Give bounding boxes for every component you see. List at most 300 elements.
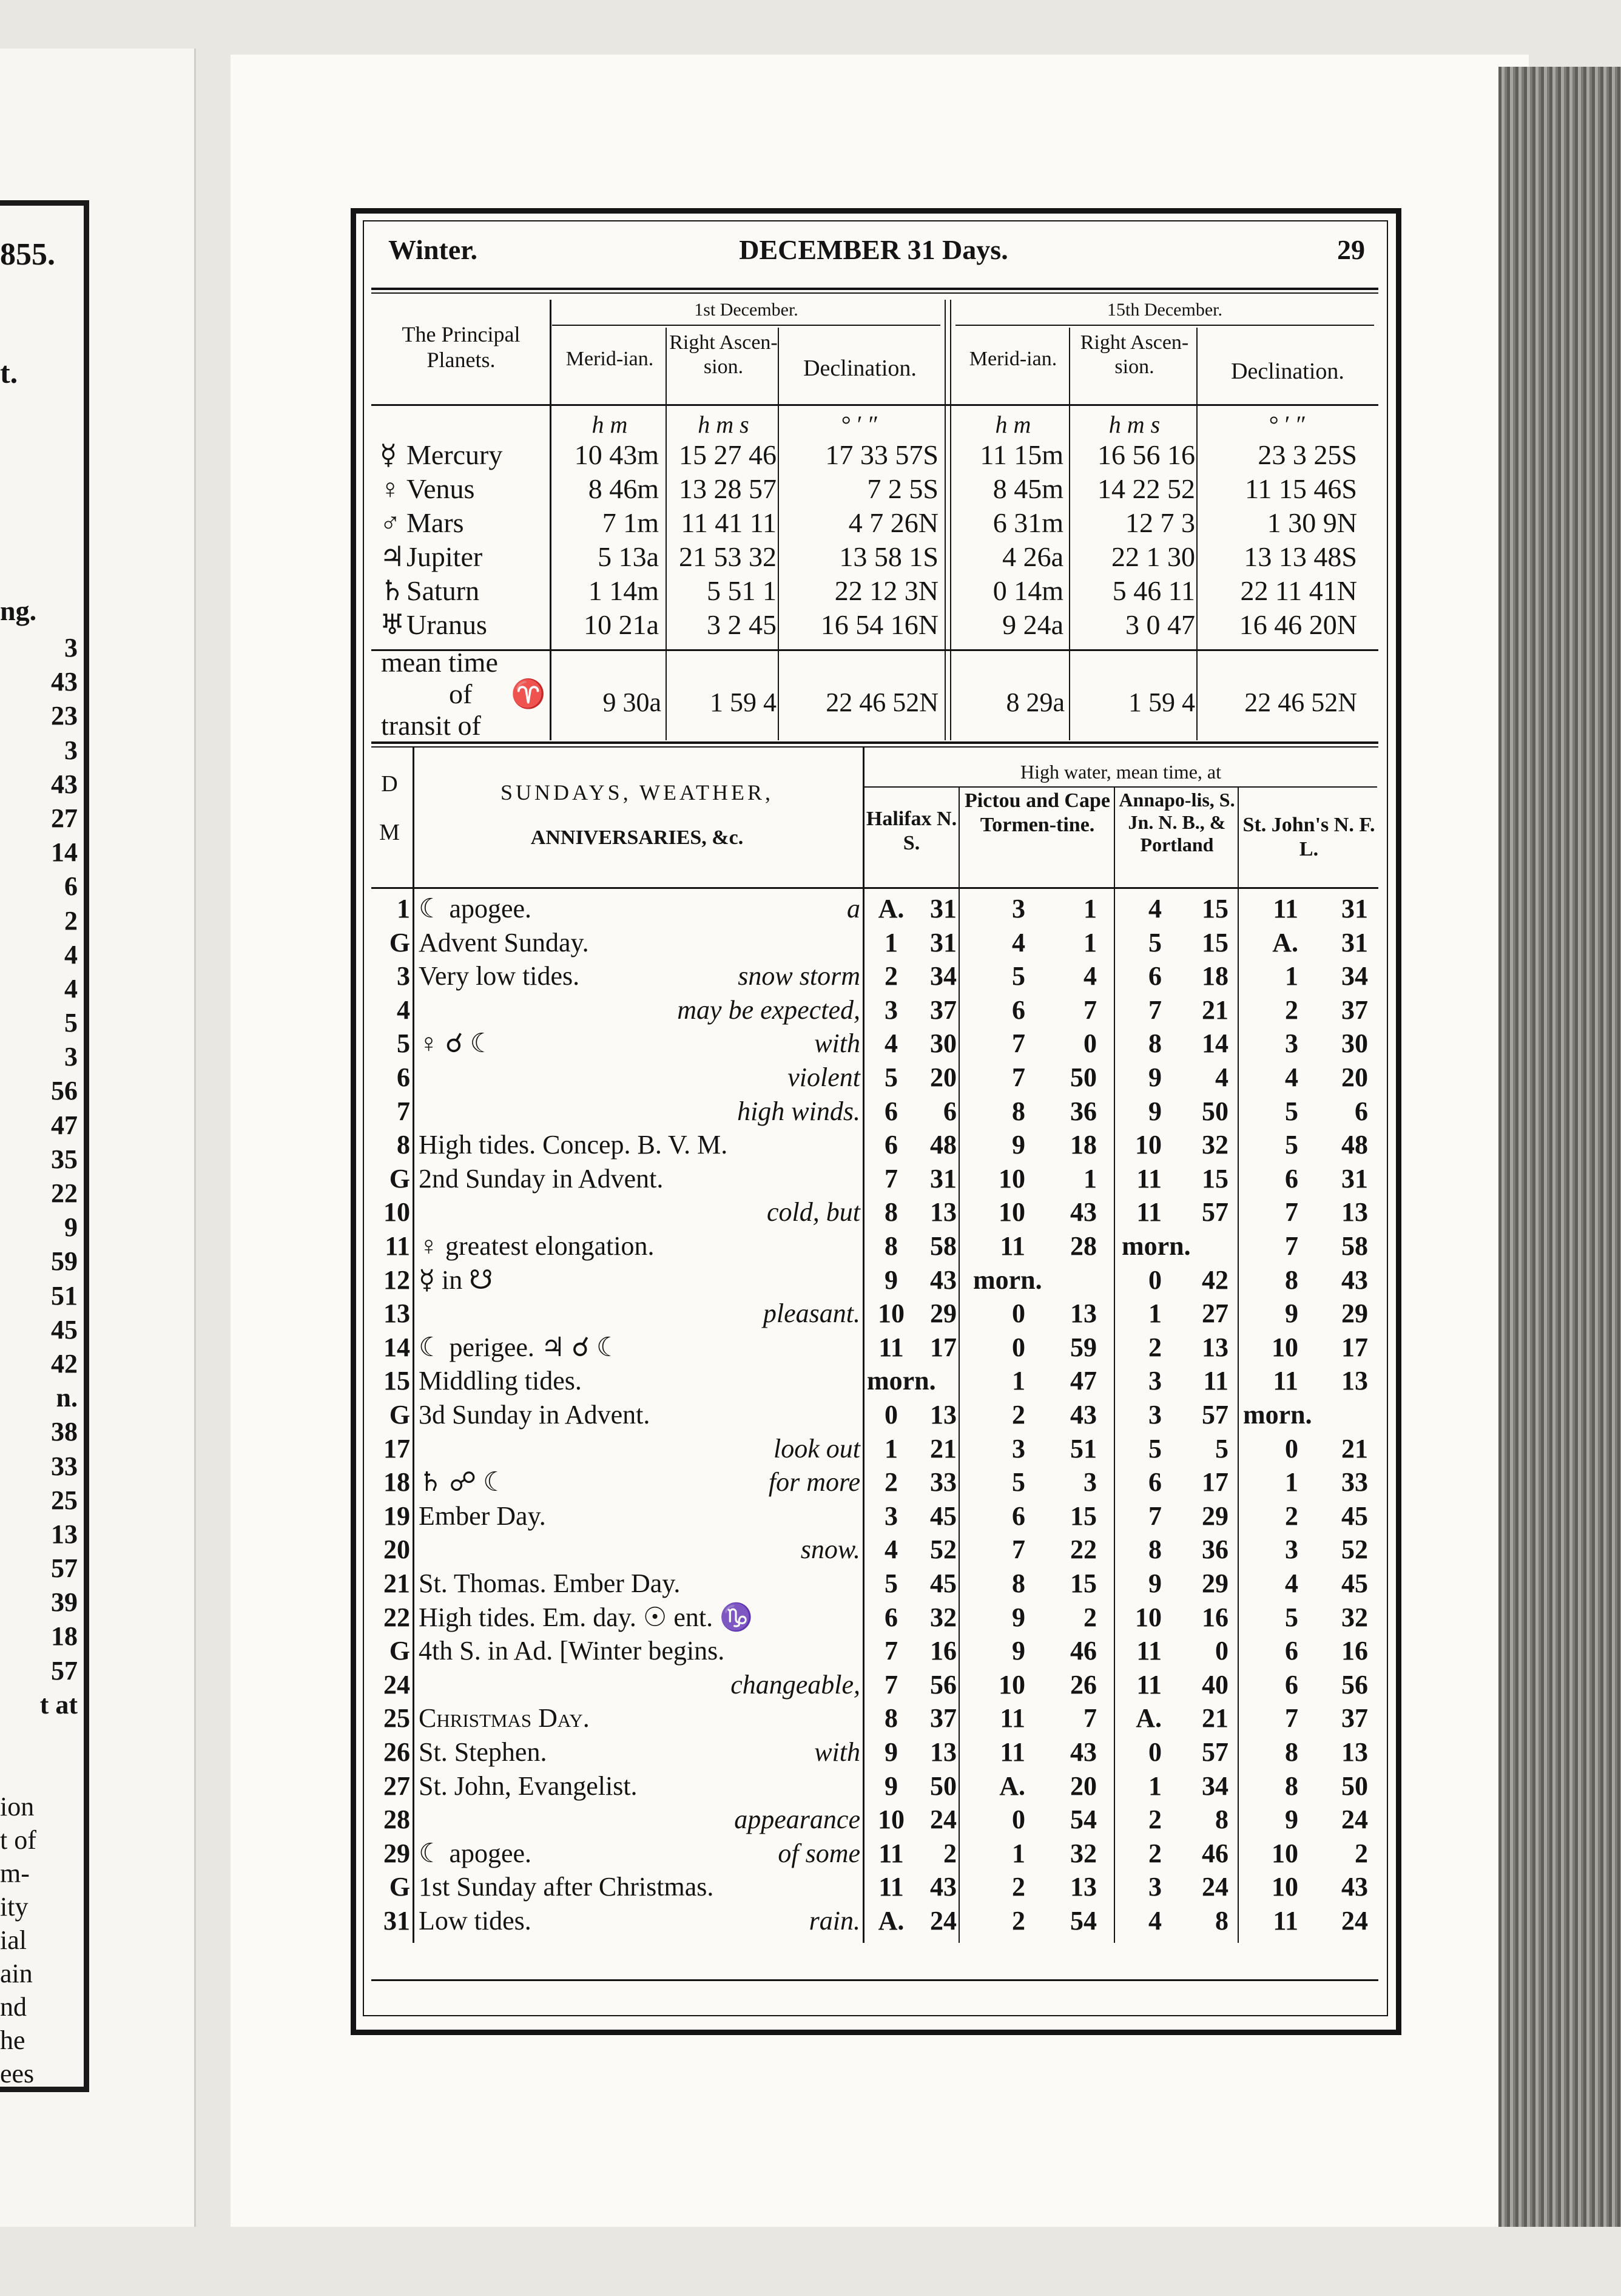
day-of-month: 1 — [397, 894, 410, 923]
left-page-value: 3 — [64, 1042, 78, 1072]
high-water-time: 3 — [1285, 1535, 1298, 1565]
high-water-time: 18 — [1070, 1130, 1097, 1160]
high-water-time: 1 — [885, 1433, 898, 1464]
high-water-time: 13 — [1341, 1366, 1368, 1396]
high-water-time: 5 — [885, 1062, 898, 1092]
high-water-time: 2 — [885, 1467, 898, 1497]
high-water-time: 30 — [930, 1028, 957, 1059]
declination-1: 22 12 3N — [834, 575, 939, 606]
high-water-time: 18 — [1202, 961, 1228, 991]
high-water-time: 8 — [1148, 1535, 1162, 1565]
units-hm-1: h m — [591, 411, 628, 438]
day-row — [371, 959, 1378, 993]
right-ascension-1: 3 2 45 — [707, 609, 777, 640]
high-water-time: 4 — [885, 1028, 898, 1059]
declination-2: 11 15 46S — [1245, 473, 1357, 504]
right-ascension-1: 21 53 32 — [679, 541, 777, 572]
place-st-johns: St. John's N. F. L. — [1242, 814, 1375, 860]
high-water-time: 2 — [1285, 994, 1298, 1025]
day-of-month: 5 — [397, 1028, 410, 1059]
right-ascension-1: 15 27 46 — [679, 439, 777, 470]
day-event: St. John, Evangelist. — [419, 1771, 638, 1801]
high-water-time: 10 — [999, 1163, 1025, 1194]
high-water-time: 17 — [1202, 1467, 1228, 1497]
high-water-time: 0 — [1285, 1433, 1298, 1464]
high-water-time: 0 — [1148, 1737, 1162, 1767]
period-1st-december: 1st December. — [694, 300, 798, 320]
high-water-time: 11 — [878, 1838, 904, 1868]
high-water-time: 10 — [878, 1298, 905, 1329]
day-of-month: 8 — [397, 1130, 410, 1160]
high-water-time: 6 — [1012, 994, 1025, 1025]
high-water-time: 57 — [1202, 1737, 1228, 1767]
high-water-time: 11 — [1273, 1366, 1298, 1396]
planet-name: Mars — [406, 507, 464, 538]
day-event: ☾ perigee. ♃ ☌ ☾ — [419, 1332, 621, 1362]
high-water-time: 43 — [1070, 1197, 1097, 1227]
high-water-time: 10 — [1272, 1872, 1298, 1902]
high-water-time: 17 — [930, 1332, 957, 1362]
right-ascension-2: 3 0 47 — [1125, 609, 1195, 640]
declination-2: 13 13 48S — [1244, 541, 1357, 572]
high-water-time: 5 — [1148, 1433, 1162, 1464]
high-water-time: 8 — [1215, 1805, 1228, 1835]
high-water-time: 5 — [1012, 961, 1025, 991]
high-water-time: 32 — [1341, 1602, 1368, 1632]
right-ascension-2: 14 22 52 — [1097, 473, 1195, 504]
high-water-time: 1 — [1083, 894, 1097, 923]
high-water-time: 7 — [885, 1163, 898, 1194]
high-water-time: 48 — [930, 1130, 957, 1160]
day-event: Middling tides. — [419, 1366, 582, 1396]
day-event: ☾ apogee. — [419, 1838, 532, 1868]
high-water-time: 13 — [930, 1737, 957, 1767]
weather-note: a — [847, 894, 860, 923]
high-water-time: 11 — [1136, 1636, 1162, 1666]
high-water-time: 20 — [1070, 1771, 1097, 1801]
high-water-time: 11 — [1136, 1163, 1162, 1194]
day-row — [371, 1331, 1378, 1365]
high-water-time: 7 — [1148, 994, 1162, 1025]
high-water-time: 34 — [1202, 1771, 1228, 1801]
day-event: Advent Sunday. — [419, 927, 589, 957]
day-row — [371, 1837, 1378, 1871]
left-page-column-head: ng. — [0, 595, 37, 626]
high-water-time: 29 — [930, 1298, 957, 1329]
high-water-time: 45 — [1341, 1568, 1368, 1598]
left-page-value: 59 — [51, 1246, 78, 1277]
weather-note: of some — [778, 1838, 860, 1868]
high-water-time: 0 — [885, 1400, 898, 1430]
high-water-time: 9 — [1285, 1298, 1298, 1329]
high-water-time: 13 — [1070, 1872, 1097, 1902]
high-water-time: 11 — [878, 1872, 904, 1902]
high-water-time: 15 — [1070, 1568, 1097, 1598]
day-event: 2nd Sunday in Advent. — [419, 1163, 664, 1194]
high-water-time: 43 — [1070, 1400, 1097, 1430]
right-ascension-2: 12 7 3 — [1125, 507, 1195, 538]
high-water-time: 21 — [1341, 1433, 1368, 1464]
high-water-time: 11 — [1136, 1669, 1162, 1700]
left-page-value: 56 — [51, 1076, 78, 1106]
units-deg-2: ° ′ ″ — [1269, 411, 1307, 438]
high-water-time: 14 — [1202, 1028, 1228, 1059]
high-water-time: 2 — [1355, 1838, 1368, 1868]
high-water-time: 3 — [1012, 1433, 1025, 1464]
weather-note: look out — [773, 1433, 860, 1464]
high-water-time: 32 — [930, 1602, 957, 1632]
day-event: 1st Sunday after Christmas. — [419, 1872, 714, 1902]
planet-symbol-icon: ♃ — [380, 541, 405, 572]
high-water-time: 0 — [1012, 1805, 1025, 1835]
high-water-time: 3 — [1148, 1366, 1162, 1396]
planet-name: Mercury — [406, 439, 503, 470]
planet-symbol-icon: ♅ — [380, 609, 405, 640]
mean-dec-2: 22 46 52N — [1244, 687, 1357, 717]
high-water-time: 5 — [1285, 1096, 1298, 1126]
high-water-time: 15 — [1070, 1501, 1097, 1531]
high-water-time: 3 — [1285, 1028, 1298, 1059]
high-water-time: 10 — [1272, 1838, 1298, 1868]
high-water-time: 26 — [1070, 1669, 1097, 1700]
high-water-time: 7 — [1148, 1501, 1162, 1531]
right-ascension-1: 5 51 1 — [707, 575, 777, 606]
high-water-time: 50 — [930, 1771, 957, 1801]
high-water-time: 9 — [885, 1771, 898, 1801]
high-water-time: 9 — [1285, 1805, 1298, 1835]
left-page-fragment: he — [0, 2025, 25, 2055]
day-event: ♀ greatest elongation. — [419, 1231, 655, 1261]
day-event: 3d Sunday in Advent. — [419, 1400, 650, 1430]
high-water-time: 31 — [930, 894, 957, 923]
high-water-time: 11 — [1000, 1737, 1025, 1767]
weather-note: rain. — [809, 1906, 860, 1936]
left-facing-page — [0, 49, 196, 2227]
high-water-time: 2 — [1012, 1400, 1025, 1430]
left-page-value: 9 — [64, 1212, 78, 1243]
high-water-time: 8 — [1285, 1264, 1298, 1295]
day-of-month: 12 — [383, 1264, 410, 1295]
day-event: 4th S. in Ad. [Winter begins. — [419, 1636, 725, 1666]
high-water-time: 51 — [1070, 1433, 1097, 1464]
high-water-time: 6 — [1148, 961, 1162, 991]
weather-note: cold, but — [767, 1197, 860, 1227]
high-water-head: High water, mean time, at — [1020, 761, 1222, 783]
day-event: ♄ ☍ ☾ — [419, 1467, 507, 1497]
meridian-2: 6 31m — [992, 507, 1063, 538]
weather-note: snow storm — [738, 961, 860, 991]
high-water-time: 37 — [1341, 994, 1368, 1025]
left-page-text-fragments — [0, 1790, 78, 2090]
left-page-value: 4 — [64, 939, 78, 970]
day-row — [371, 892, 1378, 926]
high-water-time: 3 — [885, 1501, 898, 1531]
high-water-time: 34 — [1341, 961, 1368, 991]
high-water-time: 57 — [1202, 1197, 1228, 1227]
high-water-time: 0 — [1148, 1264, 1162, 1295]
high-water-time: 7 — [1083, 1703, 1097, 1734]
sub-declination-2: Declination. — [1231, 359, 1344, 384]
left-page-value: 51 — [51, 1280, 78, 1311]
high-water-time: A. — [1136, 1703, 1162, 1734]
meridian-1: 10 43m — [574, 439, 659, 470]
high-water-time: 2 — [1083, 1602, 1097, 1632]
day-event: ☾ apogee. — [419, 894, 532, 923]
high-water-time: 1 — [885, 927, 898, 957]
sub-right-ascension-1: Right Ascen-sion. — [669, 331, 778, 378]
day-row — [371, 1263, 1378, 1297]
high-water-time: 43 — [1341, 1264, 1368, 1295]
high-water-time: 8 — [1285, 1737, 1298, 1767]
planet-row — [371, 540, 1378, 574]
high-water-time: 0 — [1215, 1636, 1228, 1666]
high-water-time: 6 — [1355, 1096, 1368, 1126]
planet-name: Saturn — [406, 575, 480, 606]
planet-row — [371, 608, 1378, 642]
sub-meridian-1: Merid-ian. — [565, 348, 654, 370]
high-water-time: 4 — [1148, 894, 1162, 923]
high-water-time: 5 — [1012, 1467, 1025, 1497]
weather-note: changeable, — [730, 1669, 860, 1700]
day-row — [371, 1465, 1378, 1499]
high-water-time: 11 — [1000, 1231, 1025, 1261]
high-water-time: 7 — [885, 1669, 898, 1700]
day-of-month: 21 — [383, 1568, 410, 1598]
units-deg-1: ° ′ ″ — [841, 411, 879, 438]
high-water-time: 20 — [1341, 1062, 1368, 1092]
mean-ra-1: 1 59 4 — [710, 687, 777, 717]
weather-column-head-2: ANNIVERSARIES, &c. — [530, 826, 744, 849]
left-page-value: 22 — [51, 1178, 78, 1208]
day-of-month: 29 — [383, 1838, 410, 1868]
mean-line1: mean time — [381, 647, 498, 678]
left-page-value: 42 — [51, 1348, 78, 1379]
high-water-time: 13 — [1341, 1197, 1368, 1227]
day-of-month: 14 — [383, 1332, 410, 1362]
high-water-time: 10 — [999, 1197, 1025, 1227]
dm-m-label: M — [379, 820, 400, 845]
left-page-value: 3 — [64, 735, 78, 765]
high-water-time: 9 — [1148, 1096, 1162, 1126]
high-water-time: 8 — [1012, 1096, 1025, 1126]
high-water-time: 13 — [930, 1197, 957, 1227]
high-water-time: 28 — [1070, 1231, 1097, 1261]
high-water-time: morn. — [867, 1366, 936, 1396]
high-water-time: 29 — [1341, 1298, 1368, 1329]
declination-2: 1 30 9N — [1267, 507, 1357, 538]
high-water-time: 5 — [1285, 1130, 1298, 1160]
day-row — [371, 1870, 1378, 1904]
high-water-time: 5 — [1215, 1433, 1228, 1464]
left-page-value: n. — [56, 1383, 78, 1413]
high-water-time: 4 — [1215, 1062, 1228, 1092]
day-of-month: 11 — [385, 1231, 410, 1261]
day-event: Low tides. — [419, 1906, 531, 1936]
high-water-time: 7 — [1285, 1231, 1298, 1261]
high-water-time: 7 — [1285, 1703, 1298, 1734]
planet-row — [371, 574, 1378, 608]
high-water-time: 4 — [1285, 1568, 1298, 1598]
mean-line2: of — [449, 678, 473, 709]
high-water-time: 8 — [885, 1197, 898, 1227]
day-event: St. Stephen. — [419, 1737, 547, 1767]
meridian-2: 9 24a — [1002, 609, 1063, 640]
meridian-2: 11 15m — [980, 439, 1063, 470]
units-hms-2: h m s — [1108, 411, 1161, 438]
high-water-time: morn. — [1122, 1231, 1191, 1261]
high-water-time: 15 — [1202, 1163, 1228, 1194]
left-page-value: 39 — [51, 1587, 78, 1618]
high-water-time: 29 — [1202, 1501, 1228, 1531]
high-water-time: 46 — [1070, 1636, 1097, 1666]
high-water-time: 56 — [1341, 1669, 1368, 1700]
declination-1: 16 54 16N — [820, 609, 939, 640]
high-water-time: 31 — [1341, 894, 1368, 923]
day-row — [371, 1904, 1378, 1938]
left-page-fragment: ion — [0, 1792, 35, 1822]
day-row — [371, 1061, 1378, 1095]
high-water-time: 3 — [885, 994, 898, 1025]
weather-note: may be expected, — [677, 994, 860, 1025]
day-event: High tides. Concep. B. V. M. — [419, 1130, 728, 1160]
day-of-month: 28 — [383, 1805, 410, 1835]
high-water-time: 8 — [1148, 1028, 1162, 1059]
high-water-time: 32 — [1202, 1130, 1228, 1160]
meridian-2: 8 45m — [992, 473, 1063, 504]
high-water-time: morn. — [1243, 1400, 1312, 1430]
high-water-time: 5 — [1148, 927, 1162, 957]
day-of-month: G — [389, 1872, 410, 1902]
high-water-time: 7 — [885, 1636, 898, 1666]
high-water-time: 11 — [1000, 1703, 1025, 1734]
high-water-time: 7 — [1285, 1197, 1298, 1227]
high-water-time: 54 — [1070, 1805, 1097, 1835]
high-water-time: 33 — [1341, 1467, 1368, 1497]
high-water-time: 4 — [1012, 927, 1025, 957]
left-page-fragment: ity — [0, 1892, 29, 1922]
left-page-fragment: ain — [0, 1959, 33, 1988]
high-water-time: 21 — [1202, 994, 1228, 1025]
day-of-month: 31 — [383, 1906, 410, 1936]
day-row — [371, 993, 1378, 1027]
mean-dec-1: 22 46 52N — [826, 687, 939, 717]
high-water-time: 11 — [1273, 894, 1298, 923]
high-water-time: 36 — [1202, 1535, 1228, 1565]
high-water-time: 45 — [930, 1568, 957, 1598]
high-water-time: 7 — [1012, 1028, 1025, 1059]
high-water-time: 8 — [885, 1703, 898, 1734]
weather-note: pleasant. — [763, 1298, 860, 1329]
high-water-time: 2 — [1012, 1906, 1025, 1936]
high-water-time: 33 — [930, 1467, 957, 1497]
day-of-month: 19 — [383, 1501, 410, 1531]
high-water-time: 9 — [885, 1737, 898, 1767]
day-event: ☿ in ☋ — [419, 1264, 493, 1295]
high-water-time: 17 — [1341, 1332, 1368, 1362]
day-of-month: 22 — [383, 1602, 410, 1632]
place-pictou: Pictou and Cape Tormen-tine. — [965, 789, 1110, 836]
high-water-time: 10 — [999, 1669, 1025, 1700]
weather-column-head-1: SUNDAYS, WEATHER, — [500, 780, 774, 805]
planet-row — [371, 438, 1378, 472]
day-of-month: G — [389, 1400, 410, 1430]
high-water-time: 9 — [1012, 1130, 1025, 1160]
day-row — [371, 1668, 1378, 1702]
high-water-time: 57 — [1202, 1400, 1228, 1430]
declination-2: 16 46 20N — [1239, 609, 1357, 640]
high-water-time: 0 — [1083, 1028, 1097, 1059]
high-water-time: 24 — [1341, 1805, 1368, 1835]
high-water-time: 58 — [1341, 1231, 1368, 1261]
day-of-month: 13 — [383, 1298, 410, 1329]
declination-2: 22 11 41N — [1240, 575, 1357, 606]
day-of-month: 10 — [383, 1197, 410, 1227]
high-water-time: 43 — [1341, 1872, 1368, 1902]
season-label: Winter. — [388, 234, 477, 265]
high-water-time: 13 — [1070, 1298, 1097, 1329]
high-water-time: 40 — [1202, 1669, 1228, 1700]
meridian-1: 1 14m — [588, 575, 659, 606]
day-event: ♀ ☌ ☾ — [419, 1028, 494, 1059]
right-ascension-1: 11 41 11 — [681, 507, 777, 538]
left-page-value: 57 — [51, 1553, 78, 1584]
meridian-1: 5 13a — [598, 541, 659, 572]
left-page-value: 4 — [64, 973, 78, 1004]
aries-icon: ♈ — [511, 678, 546, 709]
high-water-time: 9 — [885, 1264, 898, 1295]
day-row — [371, 1027, 1378, 1061]
left-page-value: 35 — [51, 1144, 78, 1174]
left-page-value: 5 — [64, 1008, 78, 1038]
book-spine — [1498, 67, 1621, 2227]
left-page-value: 6 — [64, 871, 78, 902]
high-water-time: 3 — [1148, 1872, 1162, 1902]
day-row — [371, 1735, 1378, 1769]
high-water-time: 42 — [1202, 1264, 1228, 1295]
high-water-time: 22 — [1070, 1535, 1097, 1565]
day-of-month: 18 — [383, 1467, 410, 1497]
left-page-value: 25 — [51, 1485, 78, 1515]
high-water-time: 9 — [1148, 1062, 1162, 1092]
declination-1: 17 33 57S — [825, 439, 939, 470]
left-page-fragment: m- — [0, 1859, 30, 1888]
right-ascension-1: 13 28 57 — [679, 473, 777, 504]
high-water-time: 52 — [930, 1535, 957, 1565]
day-of-month: 3 — [397, 961, 410, 991]
day-row — [371, 1297, 1378, 1331]
high-water-time: 50 — [1202, 1096, 1228, 1126]
high-water-time: 16 — [1202, 1602, 1228, 1632]
units-hm-2: h m — [995, 411, 1031, 438]
high-water-time: 43 — [930, 1872, 957, 1902]
high-water-time: 4 — [1083, 961, 1097, 991]
weather-note: snow. — [800, 1535, 860, 1565]
planet-row — [371, 472, 1378, 506]
high-water-time: 6 — [1285, 1636, 1298, 1666]
weather-note: high winds. — [737, 1096, 860, 1126]
high-water-time: 7 — [1012, 1535, 1025, 1565]
high-water-time: 30 — [1341, 1028, 1368, 1059]
left-page-value: 23 — [51, 701, 78, 731]
high-water-time: 0 — [1012, 1332, 1025, 1362]
high-water-time: A. — [878, 1906, 905, 1936]
high-water-time: 8 — [1012, 1568, 1025, 1598]
right-ascension-2: 22 1 30 — [1111, 541, 1195, 572]
day-row — [371, 1195, 1378, 1229]
high-water-time: 9 — [1012, 1636, 1025, 1666]
high-water-time: 56 — [930, 1669, 957, 1700]
high-water-time: 6 — [1285, 1163, 1298, 1194]
